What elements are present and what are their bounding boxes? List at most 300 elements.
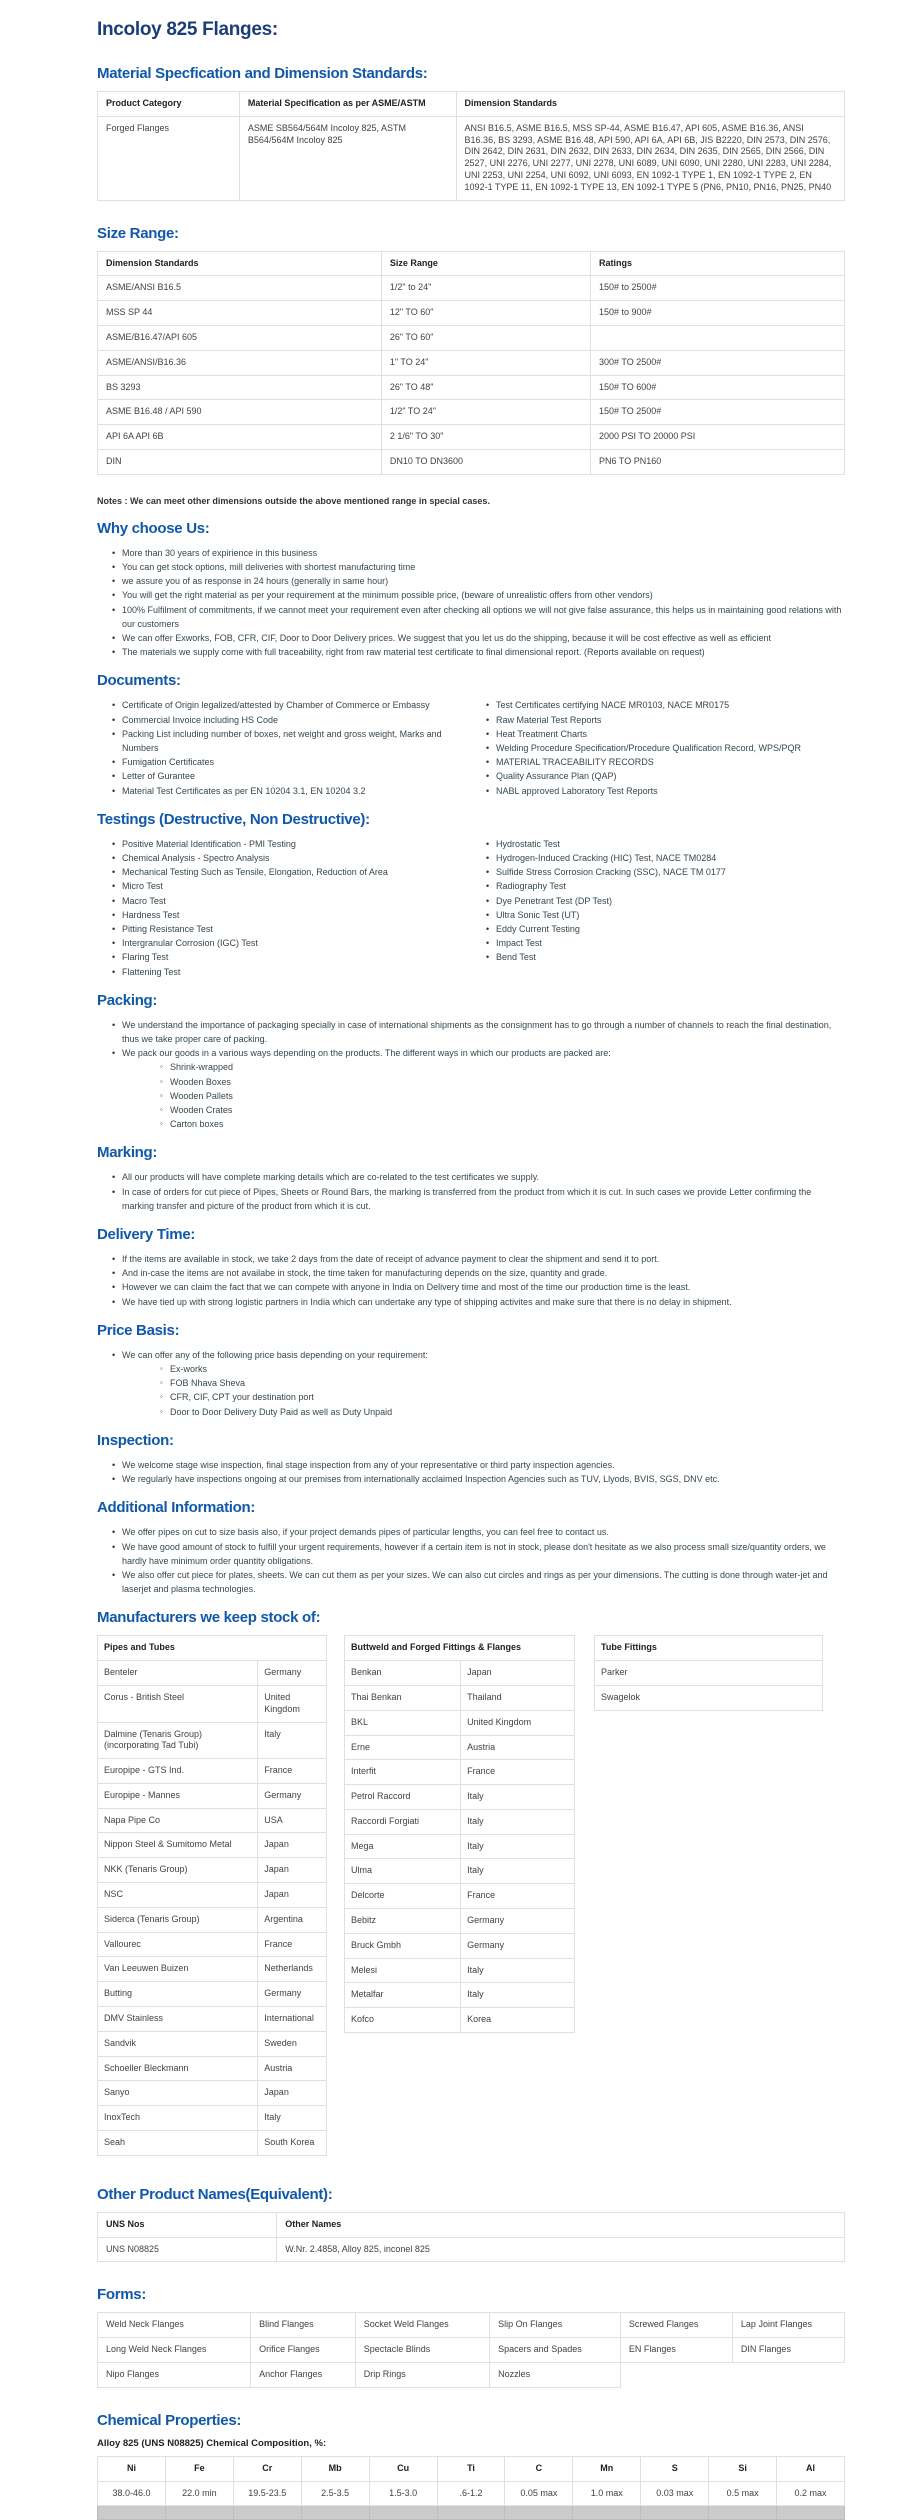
table-row	[98, 449, 845, 474]
list-item-text: Commercial Invoice including HS Code	[122, 714, 279, 725]
table-header-row	[98, 92, 845, 117]
table-cell: Vallourec	[98, 1932, 258, 1957]
table-header-cell: Si	[709, 2456, 777, 2481]
table-header-cell: Cr	[233, 2456, 301, 2481]
cut-off-cell	[437, 2506, 505, 2520]
table-title-cell: Pipes and Tubes	[98, 1636, 327, 1661]
table-header-cell: C	[505, 2456, 573, 2481]
table-cell: Nozzles	[490, 2363, 621, 2388]
table-row	[595, 1685, 823, 1710]
table-cell: Germany	[258, 1783, 327, 1808]
list-item-text: Material Test Certificates as per EN 10204 3.1, EN 10204 3.2	[122, 785, 366, 796]
table-cell: Sandvik	[98, 2031, 258, 2056]
table-row	[595, 1661, 823, 1686]
table-cell: Italy	[461, 1958, 575, 1983]
size-range-note: Notes : We can meet other dimensions outside the above mentioned range in special cases.	[97, 495, 490, 506]
table-cell: 12" TO 60"	[381, 301, 590, 326]
list-item-text: The materials we supply come with full traceability, right from raw material test certificate to final dimensional report. (Reports available on request)	[122, 647, 705, 658]
list-item-text: Chemical Analysis - Spectro Analysis	[122, 853, 270, 863]
table-cell: Socket Weld Flanges	[355, 2313, 489, 2338]
list-item-text: Hydrogen-Induced Cracking (HIC) Test, NACE TM0284	[496, 853, 717, 863]
list-item-text: Welding Procedure Specification/Procedure Qualification Record, WPS/PQR	[496, 742, 801, 753]
table-cell: 1.0 max	[573, 2481, 641, 2506]
cut-off-cell	[641, 2506, 709, 2520]
bullet-marker-icon: •	[486, 742, 490, 753]
table-cell: Seah	[98, 2131, 258, 2156]
bullet-marker-icon: •	[112, 881, 116, 892]
list-item-text: Raw Material Test Reports	[496, 714, 602, 725]
list-item	[486, 894, 845, 908]
table-title-cell: Tube Fittings	[595, 1636, 823, 1661]
list-item	[112, 698, 471, 712]
bullet-marker-icon: •	[112, 895, 116, 906]
section-heading-why-choose-us: Why choose Us:	[97, 519, 210, 537]
bullet-marker-icon: •	[112, 590, 116, 601]
sub-list	[160, 1362, 845, 1419]
list-item	[112, 560, 845, 574]
list-item	[112, 865, 471, 879]
table-cell: Interfit	[345, 1760, 461, 1785]
table-cell: Germany	[258, 1661, 327, 1686]
table-cell: Japan	[258, 1833, 327, 1858]
list-item-text: Pitting Resistance Test	[122, 924, 213, 935]
bullet-marker-icon: •	[112, 1268, 116, 1279]
table-row	[98, 325, 845, 350]
list-item-text: Impact Test	[496, 938, 542, 949]
table-cell: Screwed Flanges	[620, 2313, 732, 2338]
list-item-sub	[160, 1376, 845, 1390]
table-row	[98, 2131, 327, 2156]
table-row	[98, 425, 845, 450]
table-cell: Germany	[461, 1909, 575, 1934]
table-header-cell: Size Range	[381, 251, 590, 276]
list-item	[112, 645, 845, 659]
testings-lists	[97, 837, 845, 979]
list-item-text: More than 30 years of expirience in this business	[122, 547, 318, 558]
table-row	[98, 1783, 327, 1808]
table-row	[98, 1808, 327, 1833]
list-item	[112, 922, 471, 936]
bullet-marker-icon: •	[112, 1541, 116, 1552]
bullet-marker-icon: •	[112, 1527, 116, 1538]
list-item-text: Flaring Test	[122, 952, 169, 963]
bullet-marker-icon: •	[486, 867, 490, 878]
list-item-text: Test Certificates certifying NACE MR0103, NACE MR0175	[496, 700, 730, 711]
table-cell: 38.0-46.0	[98, 2481, 166, 2506]
table-row	[98, 1982, 327, 2007]
list-item-text: We regularly have inspections ongoing at our premises from internationally acclaimed Inspection Agencies such as TUV, Llyods, BVIS, SGS, DNV etc.	[122, 1474, 720, 1485]
table-cell: Bebitz	[345, 1909, 461, 1934]
list-item-text: Carton boxes	[170, 1119, 224, 1130]
table-cell: Napa Pipe Co	[98, 1808, 258, 1833]
bullet-marker-icon: •	[486, 938, 490, 949]
table-cell: BS 3293	[98, 375, 382, 400]
documents-list-right	[486, 698, 845, 797]
table-cell: Italy	[258, 2106, 327, 2131]
table-cell: Korea	[461, 2008, 575, 2033]
table-header-cell: UNS Nos	[98, 2212, 277, 2237]
table-header-cell: Dimension Standards	[98, 251, 382, 276]
list-item	[112, 1046, 845, 1060]
table-cell: Erne	[345, 1735, 461, 1760]
table-row	[98, 2106, 327, 2131]
table-row	[345, 1661, 575, 1686]
table-header-cell: Ni	[98, 2456, 166, 2481]
list-item-text: Intergranular Corrosion (IGC) Test	[122, 938, 258, 949]
table-cell: Butting	[98, 1982, 258, 2007]
list-item	[112, 1525, 845, 1539]
table-cell: 300# TO 2500#	[591, 350, 845, 375]
section-heading-price-basis: Price Basis:	[97, 1321, 180, 1339]
cut-off-cell	[233, 2506, 301, 2520]
list-item-text: Mechanical Testing Such as Tensile, Elongation, Reduction of Area	[122, 867, 388, 878]
table-cell: Japan	[258, 1858, 327, 1883]
list-item-text: If the items are available in stock, we take 2 days from the date of receipt of advance payment to clear the shipment and send it to port.	[122, 1254, 660, 1265]
list-item-text: We pack our goods in a various ways depending on the products. The different ways in which our products are packed are:	[122, 1048, 611, 1059]
table-row	[98, 400, 845, 425]
table-cell: United Kingdom	[461, 1710, 575, 1735]
list-item	[112, 1540, 845, 1568]
table-row	[98, 2363, 845, 2388]
bullet-marker-icon: •	[486, 700, 490, 711]
table-cell: ASME/ANSI/B16.36	[98, 350, 382, 375]
bullet-marker-icon: •	[112, 952, 116, 963]
documents-list-left	[112, 698, 471, 797]
why-choose-list	[112, 546, 845, 660]
bullet-marker-icon: •	[112, 576, 116, 587]
bullet-marker-icon: ◦	[160, 1392, 163, 1402]
bullet-marker-icon: •	[112, 647, 116, 658]
table-cell: Benkan	[345, 1661, 461, 1686]
table-cell: Corus - British Steel	[98, 1685, 258, 1722]
table-cell: EN Flanges	[620, 2338, 732, 2363]
table-cell: Thailand	[461, 1685, 575, 1710]
table-cell: Europipe - GTS Ind.	[98, 1759, 258, 1784]
table-row	[345, 1760, 575, 1785]
table-cell: Austria	[461, 1735, 575, 1760]
table-cell: Slip On Flanges	[490, 2313, 621, 2338]
bullet-marker-icon: •	[112, 700, 116, 711]
table-cell: InoxTech	[98, 2106, 258, 2131]
table-cell: ASME B16.48 / API 590	[98, 400, 382, 425]
table-cell: Swagelok	[595, 1685, 823, 1710]
table-row	[98, 1957, 327, 1982]
list-item-text: Flattening Test	[122, 966, 181, 977]
table-cell: 26" TO 48"	[381, 375, 590, 400]
table-header-cell: Cu	[369, 2456, 437, 2481]
table-cell: Nipo Flanges	[98, 2363, 251, 2388]
list-item-text: Wooden Crates	[170, 1105, 233, 1116]
cut-off-cell	[505, 2506, 573, 2520]
table-cell: Italy	[461, 1809, 575, 1834]
bullet-marker-icon: •	[486, 909, 490, 920]
table-cell: Argentina	[258, 1907, 327, 1932]
section-heading-material-spec: Material Specfication and Dimension Standards:	[97, 65, 428, 82]
bullet-marker-icon: •	[486, 952, 490, 963]
table-cell: Netherlands	[258, 1957, 327, 1982]
table-row	[345, 1834, 575, 1859]
table-row	[345, 1884, 575, 1909]
chemical-composition-table	[97, 2456, 845, 2520]
bullet-marker-icon: •	[112, 909, 116, 920]
table-row	[98, 1907, 327, 1932]
table-row	[98, 1759, 327, 1784]
section-heading-forms: Forms:	[97, 2286, 147, 2304]
table-cell: 0.5 max	[709, 2481, 777, 2506]
list-item-text: Heat Treatment Charts	[496, 728, 588, 739]
list-item-text: However we can claim the fact that we can compete with anyone in India on Delivery time and most of the time our production time is the least.	[122, 1282, 691, 1293]
page-title: Incoloy 825 Flanges:	[97, 19, 278, 40]
bullet-marker-icon: •	[112, 632, 116, 643]
table-cell: 150# TO 2500#	[591, 400, 845, 425]
list-item	[112, 713, 471, 727]
list-item-text: We have tied up with strong logistic partners in India which can undertake any type of shipping activites and make sure that there is no delay in shipment.	[122, 1296, 732, 1307]
table-cell: Lap Joint Flanges	[732, 2313, 844, 2338]
list-item	[486, 936, 845, 950]
list-item-text: Wooden Pallets	[170, 1090, 233, 1101]
table-row	[98, 1722, 327, 1759]
table-cell: 1.5-3.0	[369, 2481, 437, 2506]
list-item	[486, 837, 845, 851]
section-heading-packing: Packing:	[97, 991, 158, 1009]
table-row	[98, 1932, 327, 1957]
table-row	[98, 1661, 327, 1686]
list-item	[112, 894, 471, 908]
table-cell: UNS N08825	[98, 2237, 277, 2262]
list-item	[112, 965, 471, 979]
table-row	[345, 1685, 575, 1710]
table-header-cell: Al	[777, 2456, 845, 2481]
bullet-marker-icon: •	[112, 1172, 116, 1183]
section-heading-manufacturers: Manufacturers we keep stock of:	[97, 1609, 321, 1627]
table-row	[98, 2031, 327, 2056]
list-item	[112, 879, 471, 893]
bullet-marker-icon: •	[112, 1569, 116, 1580]
table-row	[345, 1859, 575, 1884]
list-item-text: FOB Nhava Sheva	[170, 1378, 246, 1389]
table-header-cell: Dimension Standards	[456, 92, 844, 117]
list-item	[486, 769, 845, 783]
table-cell: Weld Neck Flanges	[98, 2313, 251, 2338]
section-heading-testings: Testings (Destructive, Non Destructive):	[97, 810, 370, 828]
material-spec-table	[97, 91, 845, 201]
list-item	[486, 908, 845, 922]
list-item	[112, 1472, 845, 1486]
list-item	[112, 950, 471, 964]
documents-lists	[97, 698, 845, 797]
list-item-text: Sulfide Stress Corrosion Cracking (SSC), NACE TM 0177	[496, 867, 726, 878]
table-row	[98, 1833, 327, 1858]
bullet-marker-icon: •	[112, 1019, 116, 1030]
table-cell: Sweden	[258, 2031, 327, 2056]
bullet-marker-icon: ◦	[160, 1406, 163, 1416]
bullet-marker-icon: •	[112, 867, 116, 878]
bullet-marker-icon: •	[112, 1048, 116, 1059]
table-title-row	[595, 1636, 823, 1661]
list-item-text: Quality Assurance Plan (QAP)	[496, 771, 617, 782]
table-cell: Spectacle Blinds	[355, 2338, 489, 2363]
list-item-text: Shrink-wrapped	[170, 1062, 234, 1073]
table-cell: Delcorte	[345, 1884, 461, 1909]
table-cell: Europipe - Mannes	[98, 1783, 258, 1808]
table-cell: Petrol Raccord	[345, 1785, 461, 1810]
table-cell: Spacers and Spades	[490, 2338, 621, 2363]
list-item-text: Letter of Gurantee	[122, 771, 196, 782]
list-item-sub	[160, 1117, 845, 1131]
list-item-text: You will get the right material as per your requirement at the minimum possible price, (beware of unrealistic offers from other vendors)	[122, 590, 653, 601]
list-item-text: Packing List including number of boxes, net weight and gross weight, Marks and Numbers	[122, 728, 442, 753]
table-cell: 1/2" TO 24"	[381, 400, 590, 425]
table-cell: 150# to 900#	[591, 301, 845, 326]
bullet-marker-icon: •	[112, 771, 116, 782]
table-cell: Van Leeuwen Buizen	[98, 1957, 258, 1982]
list-item	[112, 837, 471, 851]
list-item	[486, 865, 845, 879]
section-heading-delivery-time: Delivery Time:	[97, 1226, 196, 1244]
table-header-cell: Material Specification as per ASME/ASTM	[239, 92, 456, 117]
sub-list	[160, 1060, 845, 1131]
list-item-text: We understand the importance of packaging specially in case of international shipments as the consignment has to go through a number of channels to reach the final destination, thus we take proper care of packing.	[122, 1019, 832, 1045]
table-cell: South Korea	[258, 2131, 327, 2156]
table-cell: 22.0 min	[165, 2481, 233, 2506]
table-cell: Italy	[461, 1859, 575, 1884]
list-item-text: Wooden Boxes	[170, 1076, 231, 1087]
table-header-row	[98, 251, 845, 276]
table-header-cell: Mb	[301, 2456, 369, 2481]
table-row	[345, 1735, 575, 1760]
bullet-marker-icon: ◦	[160, 1090, 163, 1100]
table-cell: BKL	[345, 1710, 461, 1735]
list-item	[112, 1568, 845, 1596]
buttweld-fittings-table	[344, 1635, 575, 2033]
table-cell: .6-1.2	[437, 2481, 505, 2506]
table-row	[345, 2008, 575, 2033]
table-cell: France	[258, 1932, 327, 1957]
section-heading-inspection: Inspection:	[97, 1431, 174, 1449]
table-cell: Kofco	[345, 2008, 461, 2033]
table-cell	[591, 325, 845, 350]
list-item-text: All our products will have complete marking details which are co-related to the test certificates we supply.	[122, 1172, 540, 1183]
list-item-text: Door to Door Delivery Duty Paid as well as Duty Unpaid	[170, 1406, 393, 1417]
table-row	[345, 1909, 575, 1934]
table-row	[98, 350, 845, 375]
packing-list	[112, 1018, 845, 1132]
table-cell: Orifice Flanges	[251, 2338, 356, 2363]
list-item	[112, 1280, 845, 1294]
list-item	[112, 936, 471, 950]
forms-table	[97, 2312, 845, 2387]
list-item-text: Micro Test	[122, 881, 163, 892]
list-item	[112, 1185, 845, 1213]
table-header-cell: Ratings	[591, 251, 845, 276]
list-item-text: We have good amount of stock to fulfill your urgent requirements, however if a certain item is not in stock, please don't hesitate as we also process small size/quantity orders, we hardly have minimum order quantity obligations.	[122, 1541, 826, 1566]
table-cell: Parker	[595, 1661, 823, 1686]
list-item	[112, 1266, 845, 1280]
list-item	[112, 1170, 845, 1184]
table-cell: United Kingdom	[258, 1685, 327, 1722]
table-cell: NSC	[98, 1883, 258, 1908]
table-header-row	[98, 2456, 845, 2481]
list-item	[486, 698, 845, 712]
list-item-text: You can get stock options, mill deliveries with shortest manufacturing time	[122, 561, 416, 572]
list-item-text: We welcome stage wise inspection, final stage inspection from any of your representative or third party inspection agencies.	[122, 1459, 615, 1470]
table-cell: Blind Flanges	[251, 2313, 356, 2338]
bullet-marker-icon: •	[486, 853, 490, 863]
table-title-row	[345, 1636, 575, 1661]
manufacturers-tables	[97, 1635, 845, 2156]
bullet-marker-icon: •	[112, 1474, 116, 1485]
list-item-text: Radiography Test	[496, 881, 566, 892]
list-item-sub	[160, 1405, 845, 1419]
table-cell: Japan	[258, 1883, 327, 1908]
table-cell: Drip Rings	[355, 2363, 489, 2388]
list-item-text: 100% Fulfilment of commitments, if we cannot meet your requirement even after checking all options we will not give false assurance, this helps us in maintaining good relations with our customers	[122, 604, 842, 629]
cut-off-cell	[98, 2506, 166, 2520]
list-item-text: Macro Test	[122, 895, 166, 906]
list-item	[112, 755, 471, 769]
table-cell: DN10 TO DN3600	[381, 449, 590, 474]
table-row	[98, 375, 845, 400]
table-cell: ASME SB564/564M Incoloy 825, ASTM B564/564M Incoloy 825	[239, 116, 456, 200]
table-cell: Benteler	[98, 1661, 258, 1686]
table-header-row	[98, 2212, 845, 2237]
bullet-marker-icon: •	[112, 547, 116, 558]
list-item	[112, 1018, 845, 1046]
bullet-marker-icon: •	[112, 1186, 116, 1197]
section-heading-other-names: Other Product Names(Equivalent):	[97, 2185, 333, 2203]
inspection-list	[112, 1458, 845, 1486]
table-cell: PN6 TO PN160	[591, 449, 845, 474]
table-cell: Italy	[258, 1722, 327, 1759]
list-item	[112, 908, 471, 922]
bullet-marker-icon: ◦	[160, 1364, 163, 1374]
bullet-marker-icon: •	[112, 728, 116, 739]
list-item-text: Ultra Sonic Test (UT)	[496, 909, 580, 920]
list-item	[112, 1348, 845, 1362]
table-cell: 0.2 max	[777, 2481, 845, 2506]
table-cell: 2 1/6" TO 30"	[381, 425, 590, 450]
bullet-marker-icon: •	[486, 895, 490, 906]
table-cell: ASME/B16.47/API 605	[98, 325, 382, 350]
list-item-text: NABL approved Laboratory Test Reports	[496, 785, 658, 796]
table-cell: Italy	[461, 1983, 575, 2008]
table-cell: Anchor Flanges	[251, 2363, 356, 2388]
table-cell: 150# TO 600#	[591, 375, 845, 400]
table-row	[98, 276, 845, 301]
bullet-marker-icon: •	[112, 561, 116, 572]
bullet-marker-icon: •	[112, 838, 116, 849]
bullet-marker-icon: •	[112, 924, 116, 935]
table-row	[345, 1785, 575, 1810]
table-cell: 2000 PSI TO 20000 PSI	[591, 425, 845, 450]
bullet-marker-icon: ◦	[160, 1076, 163, 1086]
table-header-cell: Product Category	[98, 92, 240, 117]
table-row	[98, 2081, 327, 2106]
list-item	[486, 879, 845, 893]
table-cell: Long Weld Neck Flanges	[98, 2338, 251, 2363]
table-cell: Italy	[461, 1785, 575, 1810]
cut-off-cell	[777, 2506, 845, 2520]
table-cell: Sanyo	[98, 2081, 258, 2106]
section-heading-chemical: Chemical Properties:	[97, 2411, 242, 2429]
bullet-marker-icon: •	[112, 1282, 116, 1293]
list-item	[112, 603, 845, 631]
list-item-text: Positive Material Identification - PMI Testing	[122, 838, 296, 849]
table-cell: API 6A API 6B	[98, 425, 382, 450]
bullet-marker-icon: •	[486, 728, 490, 739]
bullet-marker-icon: •	[112, 785, 116, 796]
cut-off-cell	[709, 2506, 777, 2520]
